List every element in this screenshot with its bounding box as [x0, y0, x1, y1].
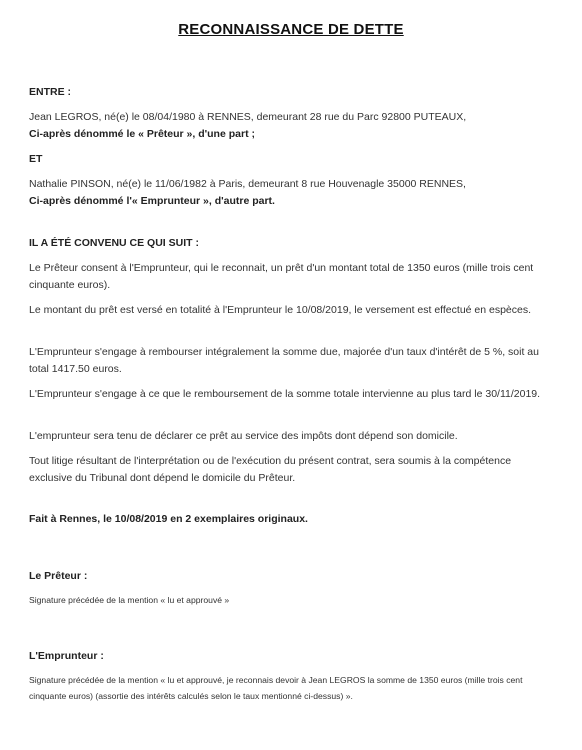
- emprunteur-designation: Ci-après dénommé l'« Emprunteur », d'autre part.: [29, 195, 275, 207]
- clause-tax-declaration: L'emprunteur sera tenu de déclarer ce prêt au service des impôts dont dépend son domicile.: [29, 430, 458, 442]
- emprunteur-identity: [29, 176, 557, 210]
- convenu-heading: IL A ÉTÉ CONVENU CE QUI SUIT :: [29, 237, 199, 249]
- preteur-identity: [29, 109, 557, 143]
- preteur-identity-line: Jean LEGROS, né(e) le 08/04/1980 à RENNES, demeurant 28 rue du Parc 92800 PUTEAUX,: [29, 111, 467, 123]
- et-label: ET: [29, 153, 43, 165]
- emprunteur-signature-note: Signature précédée de la mention « lu et approuvé, je reconnais devoir à Jean LEGROS la somme de 1350 euros (mille trois cent cinquante euros) (assortie des intérêts calculés selon le taux mentionné ci-dessus) ».: [29, 675, 523, 701]
- document-title: RECONNAISSANCE DE DETTE: [178, 21, 404, 38]
- clause-loan-amount: Le Prêteur consent à l'Emprunteur, qui le reconnait, un prêt d'un montant total de 1350 euros (mille trois cent cinquante euros).: [29, 262, 534, 291]
- clause-interest: L'Emprunteur s'engage à rembourser intégralement la somme due, majorée d'un taux d'intérêt de 5 %, soit au total 1417.50 euros.: [29, 346, 539, 375]
- emprunteur-signature-label: L'Emprunteur :: [29, 650, 104, 662]
- emprunteur-identity-line: Nathalie PINSON, né(e) le 11/06/1982 à Paris, demeurant 8 rue Houvenagle 35000 RENNES,: [29, 178, 466, 190]
- preteur-signature-label: Le Prêteur :: [29, 570, 88, 582]
- clause-deadline: L'Emprunteur s'engage à ce que le remboursement de la somme totale intervienne au plus tard le 30/11/2019.: [29, 388, 541, 400]
- preteur-signature-note: Signature précédée de la mention « lu et approuvé »: [29, 595, 230, 605]
- clause-jurisdiction: Tout litige résultant de l'interprétation ou de l'exécution du présent contrat, sera soumis à la compétence exclusive du Tribunal dont dépend le domicile du Prêteur.: [29, 455, 512, 484]
- entre-label: ENTRE :: [29, 86, 71, 98]
- preteur-designation: Ci-après dénommé le « Prêteur », d'une part ;: [29, 128, 255, 140]
- fait-a-line: Fait à Rennes, le 10/08/2019 en 2 exemplaires originaux.: [29, 513, 308, 525]
- clause-payment: Le montant du prêt est versé en totalité à l'Emprunteur le 10/08/2019, le versement est effectué en espèces.: [29, 304, 532, 316]
